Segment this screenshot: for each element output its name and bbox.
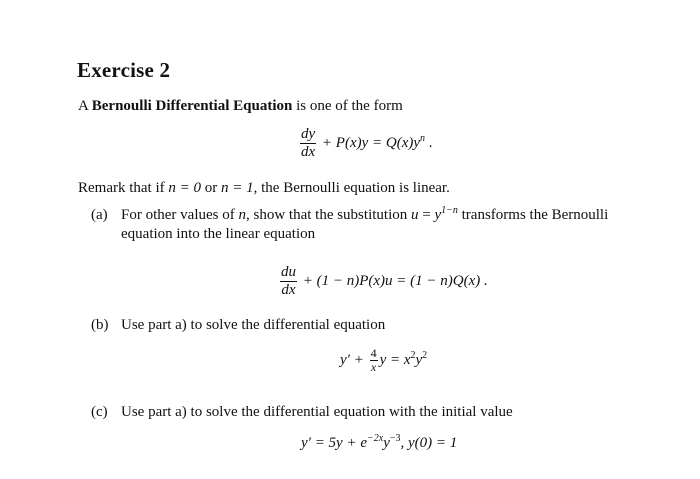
part-a-label: (a)	[91, 207, 108, 223]
part-a-sub-eq: =	[418, 207, 435, 223]
remark-paragraph	[78, 179, 450, 198]
frac-numerator: 4	[370, 346, 377, 360]
part-a-sub-exp: 1−n	[441, 205, 458, 216]
equation-linear	[278, 264, 488, 299]
intro-bold-term: Bernoulli Differential Equation	[91, 98, 293, 114]
exercise-title: Exercise 2	[77, 58, 171, 82]
equation-rhs: + (1 − n)P(x)u = (1 − n)Q(x) .	[299, 272, 488, 289]
eq3-mid2: y	[415, 351, 423, 368]
eq4-exp1: −2x	[367, 433, 384, 444]
frac-numerator: du	[281, 264, 296, 280]
equation-end: .	[425, 134, 433, 151]
fraction-dy-dx	[300, 126, 316, 161]
part-a-var-n: n	[238, 207, 246, 223]
part-c-text: Use part a) to solve the differential equation with the initial value	[121, 404, 513, 420]
part-a-line2: equation into the linear equation	[121, 226, 316, 242]
part-a	[91, 206, 608, 225]
remark-cond1: n = 0	[168, 180, 202, 196]
remark-cond2: n = 1	[221, 180, 254, 196]
remark-text-end: , the Bernoulli equation is linear.	[253, 180, 450, 196]
fraction-du-dx	[280, 264, 297, 299]
equation-bernoulli	[298, 126, 433, 161]
part-c-label: (c)	[91, 404, 108, 420]
exponent-n: n	[420, 132, 426, 144]
equation-part-b	[340, 347, 427, 374]
part-b	[91, 316, 385, 335]
frac-denominator: x	[370, 360, 377, 374]
frac-numerator: dy	[301, 126, 316, 142]
part-c	[91, 403, 513, 422]
eq3-exp1: 2	[410, 349, 416, 361]
eq3-exp2: 2	[422, 349, 428, 361]
equation-part-c	[301, 435, 457, 452]
frac-denominator: dx	[301, 144, 316, 160]
remark-text-a: Remark that if	[78, 180, 169, 196]
part-a-text-1: For other values of	[121, 207, 239, 223]
part-a-sub-u: u	[410, 207, 419, 223]
eq4-mid: y	[383, 435, 390, 451]
eq3-lhs: y′ +	[340, 351, 368, 368]
eq4-lhs: y′ = 5y + e	[301, 435, 367, 451]
part-b-text: Use part a) to solve the differential equation	[121, 317, 386, 333]
equation-rhs: + P(x)y = Q(x)y	[318, 134, 421, 151]
part-a-text-2: , show that the substitution	[245, 207, 411, 223]
part-a-sub-y: y	[434, 207, 442, 223]
eq4-exp2: −3	[389, 433, 401, 444]
intro-prefix: A	[78, 98, 92, 114]
intro-suffix: is one of the form	[292, 98, 403, 114]
part-a-text-3: transforms the Bernoulli	[457, 207, 609, 223]
eq4-rest: , y(0) = 1	[400, 435, 458, 451]
part-b-label: (b)	[91, 317, 109, 333]
fraction-4-over-x	[370, 347, 378, 374]
intro-paragraph	[78, 97, 403, 116]
remark-or: or	[201, 180, 222, 196]
frac-denominator: dx	[281, 282, 296, 298]
eq3-mid: y = x	[379, 351, 411, 368]
